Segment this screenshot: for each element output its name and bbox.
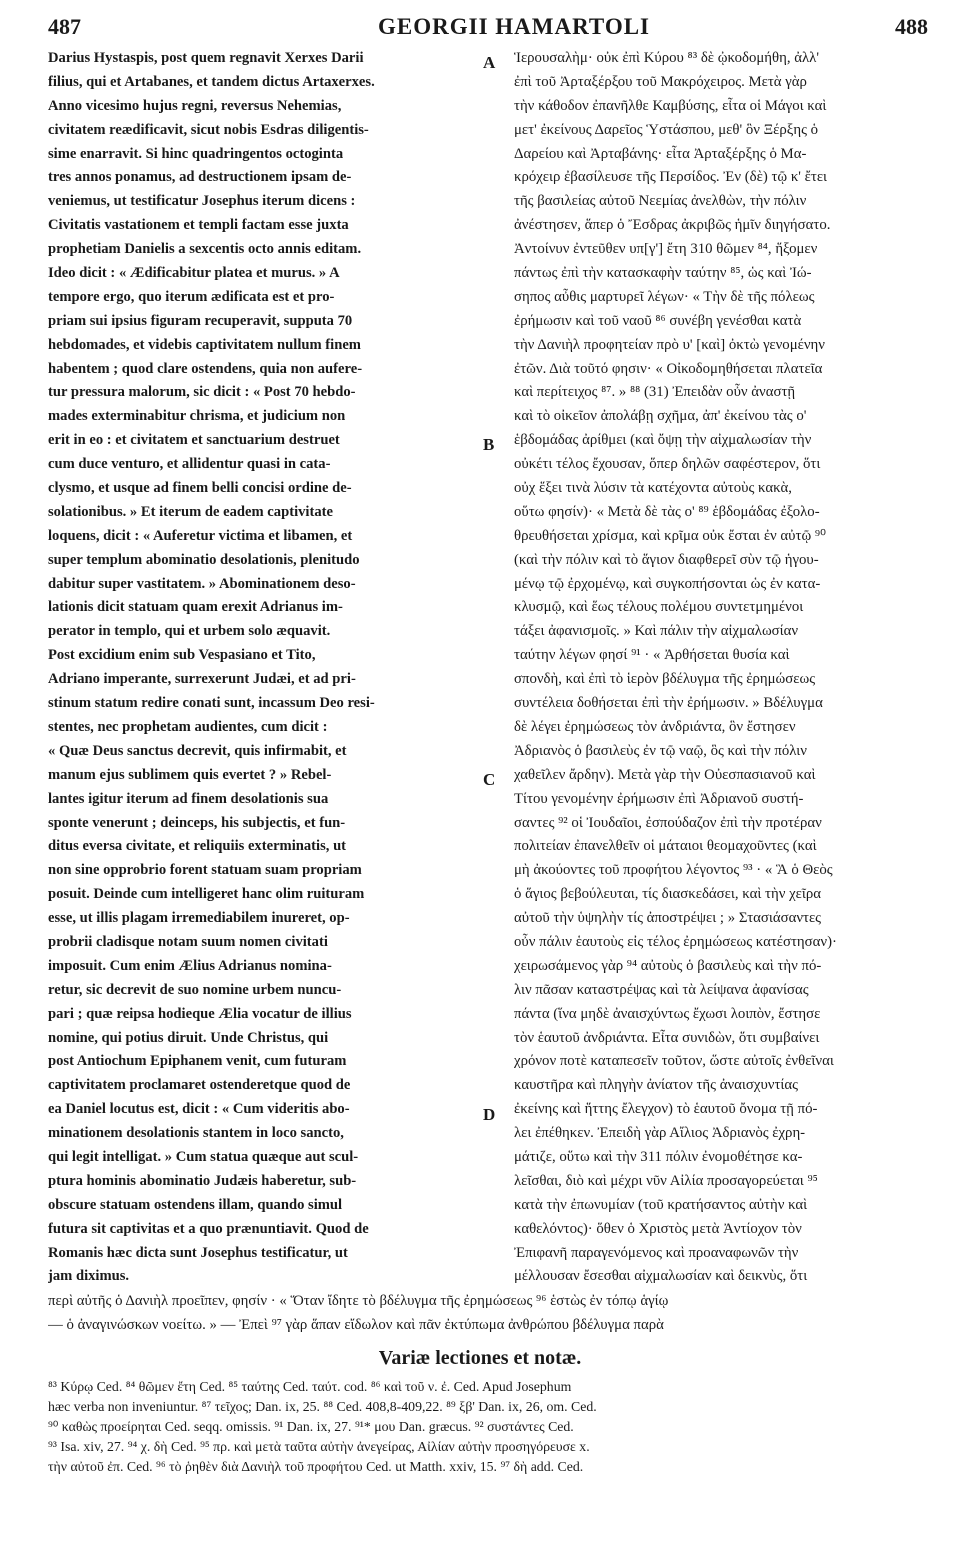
latin-text-line: tur pressura malorum, sic dicit : « Post 70 hebdo- — [48, 384, 356, 401]
latin-text-line: stentes, nec prophetam audientes, cum dicit : — [48, 718, 328, 735]
greek-text-line: κατὰ τὴν ἐπωνυμίαν (τοῦ κρατήσαντος αὐτὴν καὶ — [514, 1196, 808, 1213]
latin-text-line: ditus eversa civitate, et reliquiis exterminatis, ut — [48, 838, 347, 855]
greek-text-line: θρευθήσεται χρίσμα, καὶ κρῖμα οὐκ ἔσται ἐν αὐτῷ ⁹⁰ — [514, 527, 826, 544]
latin-text-line: super templum abominatio desolationis, plenitudo — [48, 551, 360, 568]
greek-text-line: ἑβδομάδας ἀρίθμει (καὶ ὄψῃ τὴν αἰχμαλωσίαν τὴν — [514, 432, 812, 449]
latin-text-line: manum ejus sublimem quis evertet ? » Rebel- — [48, 766, 332, 783]
latin-text-line: loquens, dicit : « Auferetur victima et libamen, et — [48, 527, 353, 544]
greek-text-line: σηπος αὖθις μαρτυρεῖ λέγων· « Τὴν δὲ τῆς πόλεως — [514, 288, 815, 305]
latin-text-line: pari ; quæ reipsa hodieque Ælia vocatur de illius — [48, 1005, 352, 1022]
latin-text-line: captivitatem proclamaret ostenderetque quod de — [48, 1077, 351, 1094]
latin-text-line: lationis dicit statuam quam erexit Adrianus im- — [48, 599, 343, 616]
section-marker-c: C — [483, 770, 496, 789]
latin-text-line: tres annos ponamus, ad destructionem ipsam de- — [48, 169, 352, 186]
latin-text-line: priam sui ipsius figuram recuperavit, supputa 70 — [48, 312, 353, 329]
greek-text-line: ἐκείνης καὶ ἥττης ἔλεγχον) τὸ ἑαυτοῦ ὄνομα τῇ πό- — [514, 1101, 818, 1118]
latin-text-line: hebdomades, et videbis captivitatem nullum finem — [48, 336, 361, 353]
page-number-right: 488 — [895, 14, 928, 39]
latin-text-line: clysmo, et usque ad finem belli concisi ordine de- — [48, 480, 352, 497]
latin-text-line: civitatem reædificavit, sicut nobis Esdras diligentis- — [48, 121, 369, 138]
latin-column — [48, 47, 478, 1289]
latin-text-line: stinum statum redire conati sunt, incassum Deo resi- — [48, 695, 375, 712]
latin-text-line: mades exterminabitur chrisma, et judicium non — [48, 408, 346, 425]
greek-text-line: μὴ ἀκούοντες τοῦ προφήτου λέγοντος ⁹³ · « Ἃ ὁ Θεὸς — [514, 862, 833, 879]
section-marker-b: B — [483, 435, 495, 454]
greek-text-line: (καὶ τὴν πόλιν καὶ τὸ ἅγιον διαφθερεῖ σὺν τῷ ἡγου- — [514, 551, 819, 568]
greek-text-line: χαθεῖλεν ἄρδην). Μετὰ γὰρ τὴν Οὐεσπασιανοῦ καὶ — [514, 766, 816, 783]
greek-text-line: χρόνον ποτὲ καταπεσεῖν τοῦτον, ὥστε αὐτοῖς ἐνθεῖναι — [514, 1053, 834, 1070]
full-width-text-line: — ὁ ἀναγινώσκων νοείτω. » — Ἐπεὶ ⁹⁷ γὰρ ἅπαν εἴδωλον καὶ πᾶν ἐκτύπωμα ἀνθρώπου βδέλυγμα παρὰ — [48, 1316, 664, 1333]
greek-text-line: λιν πᾶσαν καταστρέψας καὶ τὰ λείψανα ἀφανίσας — [514, 981, 809, 998]
note-line: ⁹⁰ καθὼς προείρηται Ced. seqq. omissis. ⁹¹ Dan. ix, 27. ⁹¹* μου Dan. græcus. ⁹² συστάντες Ced. — [48, 1419, 574, 1434]
greek-text-line: μάτιζε, οὕτω καὶ τὴν 311 πόλιν ἐνομοθέτησε κα- — [514, 1148, 803, 1165]
greek-text-line: αὐτοῦ τὴν ὑψηλὴν τίς ἀποστρέψει ; » Στασιάσαντες — [514, 910, 822, 927]
latin-text-line: dabitur super vastitatem. » Abominationem deso- — [48, 575, 356, 592]
full-width-text-line: περὶ αὐτῆς ὁ Δανιὴλ προεῖπεν, φησίν · « Ὅταν ἴδητε τὸ βδέλυγμα τῆς ἐρημώσεως ⁹⁶ ἑστὼς ἐν τόπῳ ἁγίῳ — [48, 1293, 669, 1309]
greek-text-line: δὲ λέγει ἐρημώσεως τὸν ἀνδριάντα, ὃν ἔστησεν — [514, 718, 796, 735]
note-line: τὴν αὐτοῦ ἐπ. Ced. ⁹⁶ τὸ ῥηθὲν διὰ Δανιὴλ τοῦ προφήτου Ced. ut Matth. xxiv, 15. ⁹⁷ δὴ add. Ced. — [48, 1459, 584, 1474]
latin-text-line: post Antiochum Epiphanem venit, cum futuram — [48, 1053, 347, 1070]
latin-text-line: Ideo dicit : « Ædificabitur platea et murus. » A — [48, 265, 340, 282]
greek-text-line: τῆς βασιλείας αὐτοῦ Νεεμίας ἀνελθὼν, τὴν πόλιν — [514, 193, 807, 210]
greek-text-line: ταύτην λέγων φησί ⁹¹ · « Ἀρθήσεται θυσία καὶ — [514, 647, 790, 664]
greek-text-line: καὶ περίτειχος ⁸⁷. » ⁸⁸ (31) Ἐπειδὰν οὖν ἀναστῇ — [514, 384, 796, 401]
latin-text-line: imposuit. Cum enim Ælius Adrianus nomina- — [48, 957, 332, 974]
greek-text-line: χειρωσάμενος γὰρ ⁹⁴ αὐτοὺς ὁ βασιλεὺς καὶ τὴν πό- — [514, 957, 822, 974]
latin-text-line: perator in templo, qui et urbem solo æquavit. — [48, 623, 331, 640]
greek-text-line: τὴν κάθοδον ἐπανῆλθε Καμβύσης, εἶτα οἱ Μάγοι καὶ — [514, 97, 827, 114]
latin-text-line: probrii cladisque notam suum nomen civitati — [48, 933, 328, 950]
greek-text-line: Ἱερουσαλὴμ· οὐκ ἐπὶ Κύρου ⁸³ δὲ ᾠκοδομήθη, ἀλλ' — [514, 50, 820, 66]
running-title: GEORGII HAMARTOLI — [378, 14, 650, 39]
greek-text-line: ὁ ἅγιος βεβούλευται, τίς διασκεδάσει, καὶ τὴν χεῖρα — [514, 886, 821, 903]
greek-text-line: Τίτου γενομένην ἐρήμωσιν ἐπὶ Ἀδριανοῦ συστή- — [514, 790, 804, 807]
greek-text-line: μένῳ τῷ ἐρχομένῳ, καὶ συγκοπήσονται ὡς ἐν κατα- — [514, 575, 821, 592]
greek-text-line: Ἀντοίνυν ἐντεῦθεν υπ[γ'] ἔτη 310 θῶμεν ⁸⁴, ἥξομεν — [514, 241, 818, 258]
greek-text-line: ἐπὶ τοῦ Ἀρταξέρξου τοῦ Μακρόχειρος. Μετὰ γὰρ — [514, 73, 807, 90]
running-header — [48, 14, 928, 46]
latin-text-line: retur, sic decrevit de suo nomine urbem nuncu- — [48, 981, 342, 998]
greek-text-line: τὴν Δανιὴλ προφητείαν πρὸ υ' [καὶ] ὀκτὼ γενομένην — [514, 336, 825, 353]
greek-text-line: οὖν πάλιν ἑαυτοὺς εἰς τέλος ἐρημώσεως κατέστησαν)· — [514, 933, 837, 950]
greek-text-line: Ἀδριανὸς ὁ βασιλεὺς ἐν τῷ ναῷ, ὃς καὶ τὴν πόλιν — [514, 742, 807, 759]
greek-text-line: τάξει ἀφανισμοῖς. » Καὶ πάλιν τὴν αἰχμαλωσίαν — [514, 623, 799, 640]
greek-text-line: καθελόντος)· ὅθεν ὁ Χριστὸς μετὰ Ἀντίοχον τὸν — [514, 1220, 802, 1237]
section-marker-a: A — [483, 53, 496, 72]
greek-text-line: ἀνέστησεν, ἅπερ ὁ Ἔσδρας ἀκριβῶς ἡμῖν διηγήσατο. — [514, 217, 831, 234]
latin-text-line: lantes igitur iterum ad finem desolationis sua — [48, 790, 329, 807]
latin-text-line: futura sit captivitas et a quo prænuntiavit. Quod de — [48, 1220, 369, 1237]
latin-text-line: ptura hominis abominatio Judæis haberetur, sub- — [48, 1172, 357, 1189]
latin-text-line: erit in eo : et civitatem et sanctuarium destruet — [48, 432, 340, 449]
variant-readings-notes — [48, 1377, 928, 1477]
latin-text-line: « Quæ Deus sanctus decrevit, quis infirmabit, et — [48, 742, 347, 759]
latin-text-line: Romanis hæc dicta sunt Josephus testificatur, ut — [48, 1244, 348, 1261]
greek-text-line: κρόχειρ ἐβασίλευσε τῆς Περσίδος. Ἐν (δὲ) τῷ κ' ἔτει — [514, 169, 828, 186]
latin-text-line: non sine opprobrio forent statuam suam propriam — [48, 862, 362, 879]
greek-text-line: ἐρήμωσιν καὶ τοῦ ναοῦ ⁸⁶ συνέβη γενέσθαι κατὰ — [514, 312, 802, 329]
latin-text-line: tempore ergo, quo iterum ædificata est et pro- — [48, 288, 335, 305]
greek-text-line: καὶ τὸ οἰκεῖον ἀπολάβῃ σχῆμα, ἀπ' ἐκείνου τὰς ο' — [514, 408, 807, 425]
greek-text-line: ἐτῶν. Διὰ τοῦτό φησιν· « Οἰκοδομηθήσεται πλατεῖα — [514, 360, 823, 377]
note-line: ⁹³ Isa. xiv, 27. ⁹⁴ χ. δὴ Ced. ⁹⁵ πρ. καὶ μετὰ ταῦτα αὐτὴν ἀνεγείρας, Αἰλίαν αὐτὴν προσηγόρευσε x. — [48, 1439, 590, 1454]
greek-text-line: πάντως ἐπὶ τὴν κατασκαφὴν ταύτην ⁸⁵, ὡς καὶ Ἰώ- — [514, 265, 812, 282]
greek-text-line: καυστῆρα καὶ πληγὴν ἀνίατον τῆς ἀναισχυντίας — [514, 1077, 799, 1094]
latin-text-line: cum duce venturo, et allidentur quasi in cata- — [48, 456, 331, 473]
full-width-text — [48, 1290, 928, 1338]
latin-text-line: Darius Hystaspis, post quem regnavit Xerxes Darii — [48, 50, 364, 66]
notes-heading: Variæ lectiones et notæ. — [378, 1347, 582, 1369]
latin-text-line: Civitatis vastationem et templi factam esse juxta — [48, 217, 349, 234]
greek-text-line: Δαρείου καὶ Ἀρταβάνης· εἶτα Ἀρταξέρξης ὁ Μα- — [514, 145, 807, 162]
greek-text-line: λει ἐπέθηκεν. Ἐπειδὴ γὰρ Αἴλιος Ἀδριανὸς ἐχρη- — [514, 1125, 806, 1142]
latin-text-line: filius, qui et Artabanes, et tandem dictus Artaxerxes. — [48, 73, 375, 90]
latin-text-line: jam diximus. — [48, 1268, 130, 1285]
greek-text-line: σπονδὴ, καὶ ἐπὶ τὸ ἱερὸν βδέλυγμα τῆς ἐρημώσεως — [514, 671, 816, 688]
latin-text-line: esse, ut illis plagam irremediabilem inureret, op- — [48, 910, 350, 927]
latin-text-line: posuit. Deinde cum intelligeret hanc olim ruituram — [48, 886, 365, 903]
greek-text-line: πάντα (ἵνα μηδὲ ἀναισχύντως ἔχωσι λοιπὸν, ἔστησε — [514, 1005, 821, 1022]
page-number-left: 487 — [48, 14, 81, 39]
latin-text-line: habentem ; quod clare ostendens, quia non aufere- — [48, 360, 363, 377]
section-marker-d: D — [483, 1105, 496, 1124]
greek-text-line: οὕτω φησίν)· « Μετὰ δὲ τὰς ο' ⁸⁹ ἑβδομάδας ἐξολο- — [514, 503, 820, 520]
greek-text-line: τὸν ἑαυτοῦ ἀνδριάντα. Εἶτα συνιδὼν, ὅτι συμβαίνει — [514, 1029, 820, 1046]
greek-text-line: πολιτείαν ἐπανελθεῖν οἱ μάταιοι θεομαχοῦντες (καὶ — [514, 838, 817, 855]
latin-text-line: Post excidium enim sub Vespasiano et Tito, — [48, 647, 316, 664]
latin-text-line: Anno vicesimo hujus regni, reversus Nehemias, — [48, 97, 342, 114]
greek-text-line: σαντες ⁹² οἱ Ἰουδαῖοι, ἐσπούδαζον ἐπὶ τὴν προτέραν — [514, 814, 822, 831]
latin-text-line: sponte venerunt ; deinceps, his subjectis, et fun- — [48, 814, 346, 831]
latin-text-line: Adriano imperante, surrexerunt Judæi, et ad pri- — [48, 671, 356, 688]
greek-text-line: Ἐπιφανῆ παραγενόμενος καὶ προαναφωνῶν τὴν — [514, 1244, 799, 1261]
greek-text-line: οὐκέτι τέλος ἔχουσαν, ὅπερ δηλῶν σαφέστερον, ὅτι — [514, 456, 821, 473]
note-line: ⁸³ Κύρῳ Ced. ⁸⁴ θῶμεν ἔτη Ced. ⁸⁵ ταύτης Ced. ταύτ. cod. ⁸⁶ καὶ τοῦ ν. ἐ. Ced. Apud Josephum — [48, 1379, 572, 1394]
greek-text-line: μέλλουσαν ἔσεσθαι αἰχμαλωσίαν καὶ δεικνὺς, ὅτι — [514, 1268, 808, 1285]
latin-text-line: minationem desolationis stantem in loco sancto, — [48, 1125, 344, 1142]
note-line: hæc verba non inveniuntur. ⁸⁷ τεῖχος; Dan. ix, 25. ⁸⁸ Ced. 408,8-409,22. ⁸⁹ ξβ' Dan. ix, 26, om. Ced. — [48, 1399, 597, 1414]
latin-text-line: solationibus. » Et iterum de eadem captivitate — [48, 503, 333, 520]
latin-text-line: ea Daniel locutus est, dicit : « Cum videritis abo- — [48, 1101, 350, 1118]
latin-text-line: sime enarravit. Si hinc quadringentos octoginta — [48, 145, 344, 162]
greek-text-line: μετ' ἐκείνους Δαρεῖος Ὑστάσπου, μεθ' ὃν Ξέρξης ὁ — [514, 121, 819, 138]
latin-text-line: veniemus, ut testificatur Josephus iterum dicens : — [48, 193, 356, 210]
latin-text-line: qui legit intelligat. » Cum statua quæque aut scul- — [48, 1148, 359, 1165]
latin-text-line: obscure statuam ostendens illam, quando simul — [48, 1196, 343, 1213]
greek-column — [514, 47, 930, 1289]
latin-text-line: nomine, qui potius diruit. Unde Christus, qui — [48, 1029, 329, 1046]
greek-text-line: λεῖσθαι, διὸ καὶ μέχρι νῦν Αἰλία προσαγορεύεται ⁹⁵ — [514, 1172, 818, 1189]
greek-text-line: οὐχ ἕξει τινὰ λύσιν τὰ κατέχοντα αὐτοὺς κακὰ, — [514, 480, 793, 497]
greek-text-line: συντέλεια δοθήσεται ἐπὶ τὴν ἐρήμωσιν. » Βδέλυγμα — [514, 695, 823, 712]
greek-text-line: κλυσμῷ, καὶ ἕως τέλους πολέμου συντετμημένοι — [514, 599, 804, 616]
latin-text-line: prophetiam Danielis a sexcentis octo annis editam. — [48, 241, 362, 258]
